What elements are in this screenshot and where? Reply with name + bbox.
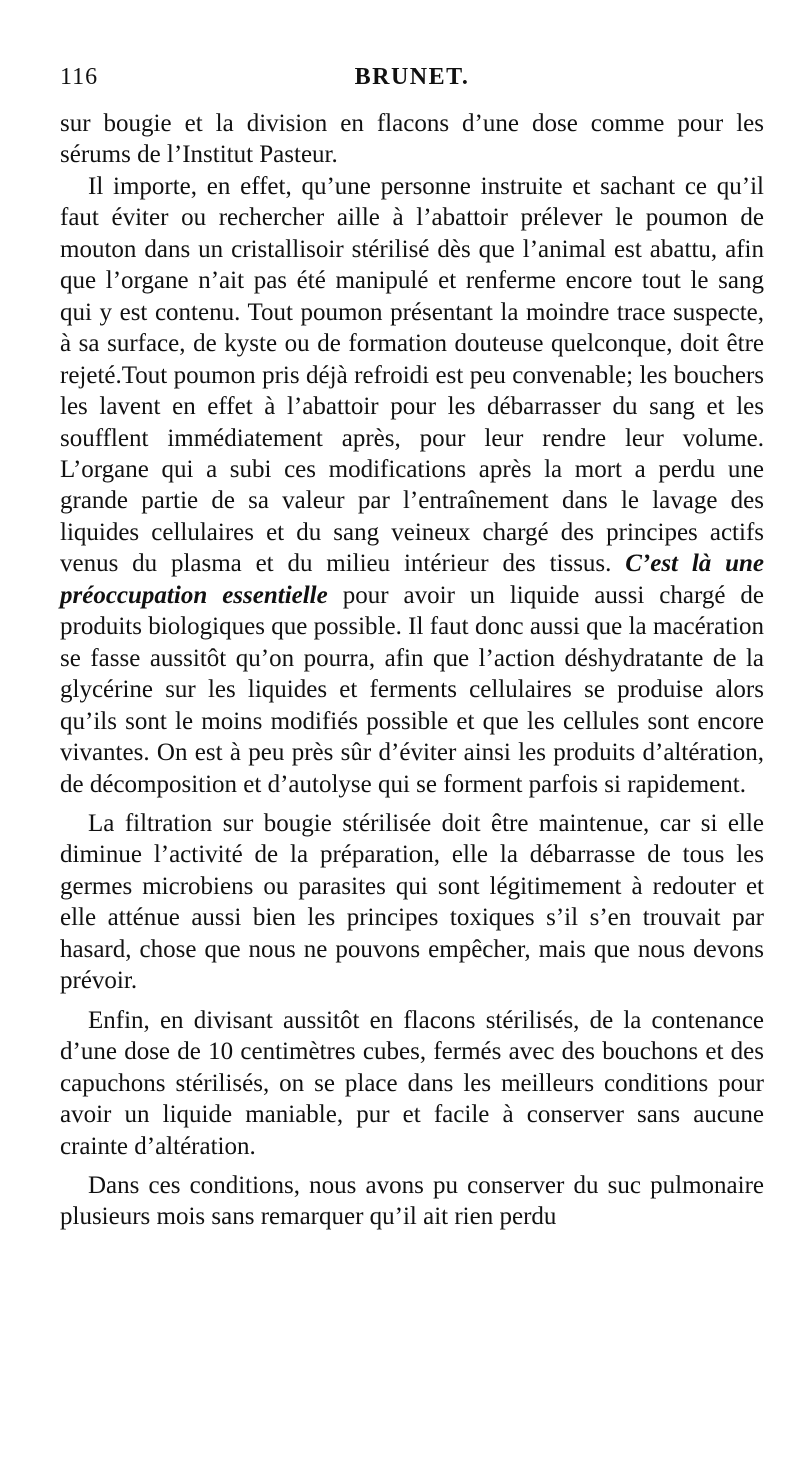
paragraph-lung-collection [60, 171, 764, 800]
paragraph-conservation: Dans ces conditions, nous avons pu conserver du suc pulmonaire plusieurs mois sans remarquer qu’il ait rien perdu [60, 1171, 764, 1231]
paragraph-bottling: Enfin, en divisant aussitôt en flacons stérilisés, de la contenance d’une dose de 10 centimètres cubes, fermés avec des bouchons et des capuchons stérilisés, on se place dans les meilleurs conditions pour avoir un liquide maniable, pur et facile à conserver sans aucune crainte d’altération. [60, 1006, 764, 1160]
italic-emphasis: C’est là une préoccupation essentielle [60, 550, 764, 609]
paragraph-text-after-emphasis: pour avoir un liquide aussi chargé de produits biologiques que possible. Il faut donc aussi que la macération se fasse aussitôt qu’on pourra, afin que l’action déshydratante de la glycérine sur les liquides et ferments cellulaires se produise alors qu’ils sont le moins modifiés possible et que les cellules sont encore vivantes. On est à peu près sûr d’éviter ainsi les produits d’altération, de décomposition et d’autolyse qui se forment parfois si rapidement. [60, 581, 764, 798]
running-head [60, 64, 764, 98]
paragraph-text-before-emphasis: Il importe, en effet, qu’une personne instruite et sachant ce qu’il faut éviter ou rechercher aille à l’abattoir prélever le poumon de mouton dans un cristallisoir stérilisé dès que l’animal est abattu, afin que l’organe n’ait pas été manipulé et renferme encore tout le sang qui y est contenu. Tout poumon présentant la moindre trace suspecte, à sa surface, de kyste ou de formation douteuse quelconque, doit être rejeté.Tout poumon pris déjà refroidi est peu convenable; les bouchers les lavent en effet à l’abattoir pour les débarrasser du sang et les soufflent immédiatement après, pour leur rendre leur volume. L’organe qui a subi ces modifications après la mort a perdu une grande partie de sa valeur par l’entraînement dans le lavage des liquides cellulaires et du sang veineux chargé des principes actifs venus du plasma et du milieu intérieur des tissus. [60, 172, 764, 578]
paragraph-filtration: La filtration sur bougie stérilisée doit être maintenue, car si elle diminue l’activité de la préparation, elle la débarrasse de tous les germes microbiens ou parasites qui sont légitimement à redouter et elle atténue aussi bien les principes toxiques s’il s’en trouvait par hasard, chose que nous ne pouvons empêcher, mais que nous devons prévoir. [60, 809, 764, 995]
page-number: 116 [60, 64, 99, 90]
running-title: BRUNET. [354, 64, 470, 90]
body-text [60, 108, 764, 1233]
paragraph-continued: sur bougie et la division en flacons d’une dose comme pour les sérums de l’Institut Pasteur. [60, 110, 764, 169]
